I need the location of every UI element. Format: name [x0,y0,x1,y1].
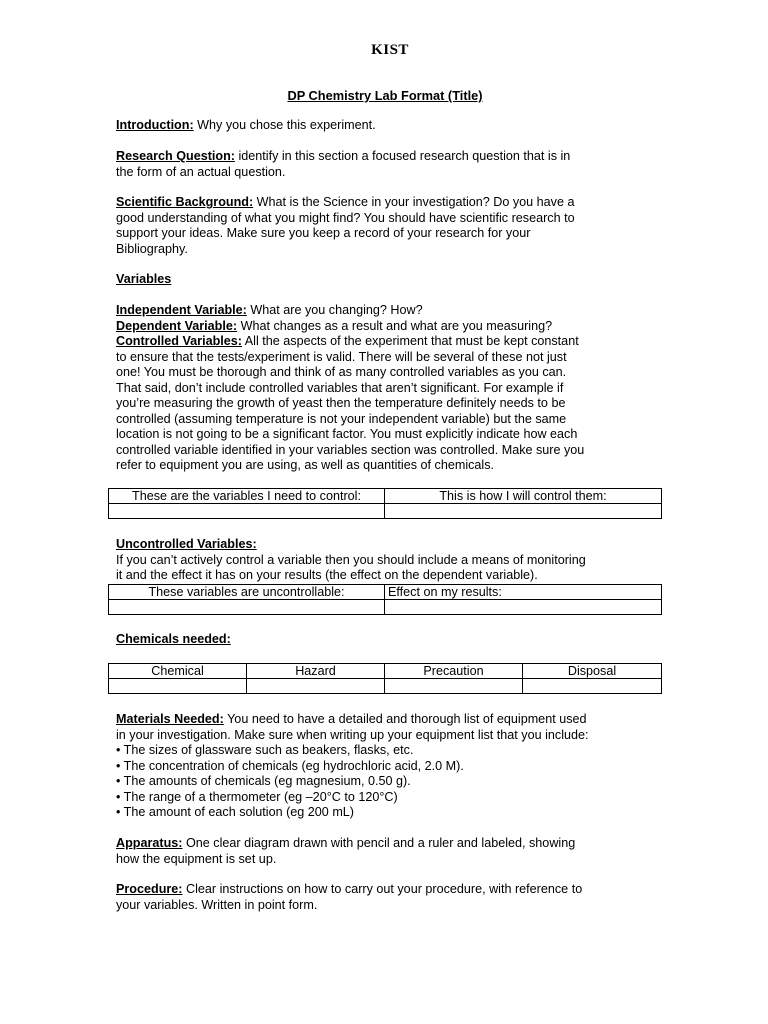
introduction-text: Why you chose this experiment. [193,118,376,132]
independent-variable-text: What are you changing? How? [246,303,423,317]
table-header-cell: Hazard [247,664,385,679]
variables-heading: Variables [116,272,172,286]
dependent-variable-heading: Dependent Variable: [116,318,238,333]
table-cell[interactable] [109,679,247,694]
materials-line: in your investigation. Make sure when writing up your equipment list that you include: [116,727,589,742]
table-cell[interactable] [385,504,662,519]
variables-definitions [116,303,646,474]
research-question-line: the form of an actual question. [116,164,286,179]
independent-variable-heading: Independent Variable: [116,303,247,317]
materials-bullet: • The amount of each solution (eg 200 mL) [116,805,355,819]
introduction-section [116,118,646,134]
procedure-section [116,882,646,913]
scientific-background-section [116,195,646,257]
table-row [109,600,662,615]
school-name: KIST [371,42,409,58]
table-header-row [109,664,662,679]
controlled-variables-text: All the aspects of the experiment that must be kept constant [241,334,579,348]
table-header-row [109,489,662,504]
independent-variable-line [116,303,646,319]
controlled-variables-heading: Controlled Variables: [116,334,242,348]
document-title: DP Chemistry Lab Format (Title) [287,88,483,103]
scientific-background-line: Bibliography. [116,241,188,256]
table-cell[interactable] [109,600,385,615]
controlled-variables-line: location is not going to be a significant factor. You must explicitly indicate how each [116,427,578,441]
introduction-heading: Introduction: [116,118,194,132]
table-header-row [109,585,662,600]
uncontrolled-variables-heading: Uncontrolled Variables: [116,537,257,551]
research-question-section [116,149,646,180]
controlled-variables-line: refer to equipment you are using, as well as quantities of chemicals. [116,458,495,472]
materials-heading: Materials Needed: [116,712,224,726]
apparatus-heading: Apparatus: [116,836,183,850]
table-row [109,504,662,519]
dependent-variable-line [116,319,646,335]
uncontrolled-variables-section [116,537,646,584]
controlled-variables-line [116,334,646,350]
chemicals-table [108,663,662,694]
dependent-variable-text: What changes as a result and what are you measuring? [237,318,553,333]
controlled-variables-line: one! You must be thorough and think of as many controlled variables as you can. [116,365,567,379]
materials-bullet: • The concentration of chemicals (eg hydrochloric acid, 2.0 M). [116,758,464,773]
table-cell[interactable] [109,504,385,519]
uncontrolled-variables-line: it and the effect it has on your results (the effect on the dependent variable). [116,568,538,582]
apparatus-line: how the equipment is set up. [116,851,277,866]
table-header-cell: Effect on my results: [385,585,662,600]
table-header-cell: Disposal [523,664,662,679]
research-question-line: identify in this section a focused research question that is in [234,149,571,163]
scientific-background-line: support your ideas. Make sure you keep a record of your research for your [116,226,531,240]
controlled-variables-table [108,488,662,519]
table-row [109,679,662,694]
table-header-cell: This is how I will control them: [385,489,662,504]
scientific-background-line: What is the Science in your investigation? Do you have a [253,195,575,209]
materials-bullet: • The sizes of glassware such as beakers, flasks, etc. [116,743,414,757]
procedure-heading: Procedure: [116,882,183,896]
materials-bullet: • The range of a thermometer (eg –20°C to 120°C) [116,789,398,804]
materials-bullet: • The amounts of chemicals (eg magnesium, 0.50 g). [116,774,411,788]
table-header-cell: These are the variables I need to control: [109,489,385,504]
scientific-background-line: good understanding of what you might find? You should have scientific research to [116,210,575,225]
materials-section [116,712,646,821]
uncontrolled-variables-line: If you can’t actively control a variable then you should include a means of monitoring [116,552,586,567]
controlled-variables-line: you’re measuring the growth of yeast then the temperature definitely needs to be [116,396,566,410]
materials-line: You need to have a detailed and thorough list of equipment used [223,712,587,726]
table-cell[interactable] [385,600,662,615]
table-cell[interactable] [523,679,662,694]
chemicals-heading: Chemicals needed: [116,632,231,646]
table-header-cell: These variables are uncontrollable: [109,585,385,600]
controlled-variables-line: to ensure that the tests/experiment is valid. There will be several of these not just [116,349,567,364]
controlled-variables-line: That said, don’t include controlled variables that aren’t significant. For example if [116,380,564,395]
scientific-background-heading: Scientific Background: [116,195,254,209]
apparatus-section [116,836,646,867]
controlled-variables-line: controlled (assuming temperature is not your independent variable) but the same [116,411,567,426]
uncontrolled-variables-table [108,584,662,615]
table-header-cell: Precaution [385,664,523,679]
table-cell[interactable] [385,679,523,694]
table-header-cell: Chemical [109,664,247,679]
controlled-variables-line: controlled variable identified in your variables section was controlled. Make sure you [116,442,585,457]
variables-section [116,272,646,288]
procedure-line: your variables. Written in point form. [116,897,318,912]
research-question-heading: Research Question: [116,149,235,163]
procedure-line: Clear instructions on how to carry out your procedure, with reference to [182,882,583,896]
apparatus-line: One clear diagram drawn with pencil and a ruler and labeled, showing [182,836,576,850]
table-cell[interactable] [247,679,385,694]
chemicals-section [116,632,646,648]
